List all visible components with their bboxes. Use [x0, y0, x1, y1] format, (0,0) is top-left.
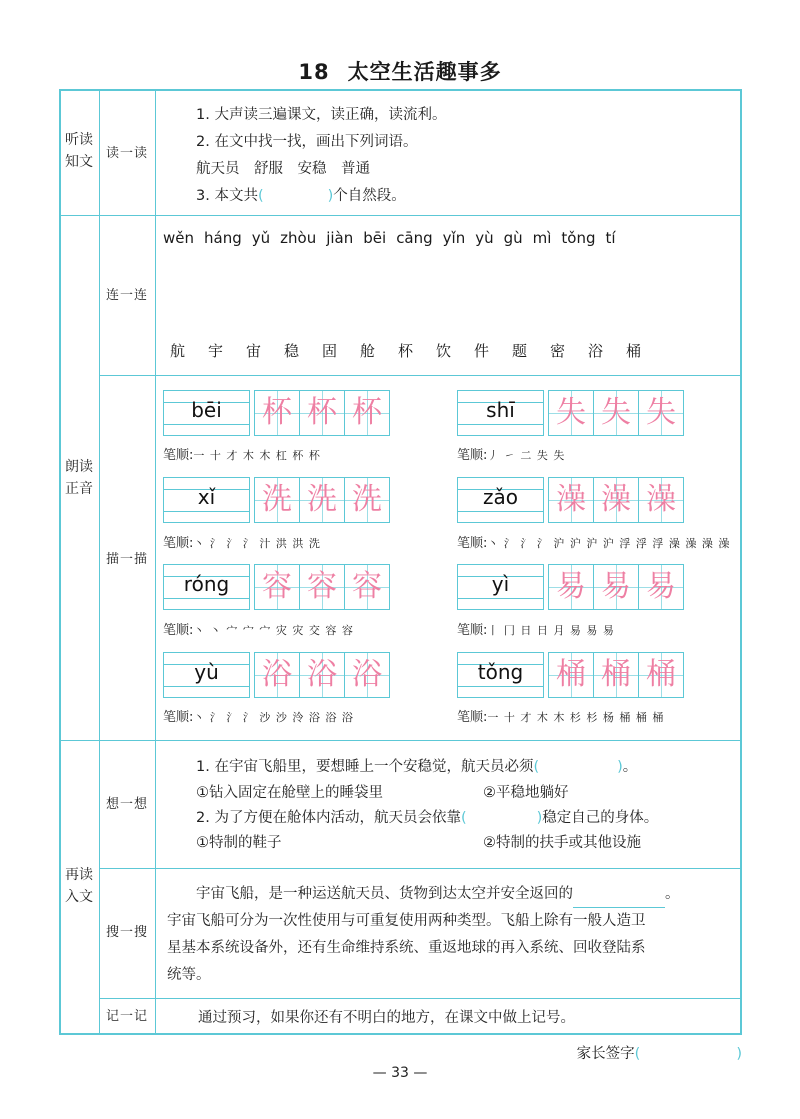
trace-char-box[interactable]: 澡: [638, 477, 684, 523]
pinyin-list: [163, 229, 626, 247]
trace-char-box[interactable]: 易: [548, 564, 594, 610]
search-line-3: 星基本系统设备外，还有生命维持系统、重返地球的再入系统、回收登陆系: [167, 940, 646, 956]
hanzi-item[interactable]: 浴: [588, 342, 604, 360]
section-label-reread: 再读 入文: [65, 867, 93, 905]
search-line-2: 宇宙飞船可分为一次性使用与可重复使用两种类型。飞船上除有一般人造卫: [167, 913, 646, 929]
pinyin-item[interactable]: zhòu: [280, 229, 317, 247]
divider: [59, 740, 742, 741]
sub-label-think: 想一想: [105, 797, 148, 812]
page-title: [0, 56, 800, 86]
pinyin-item[interactable]: gù: [503, 229, 523, 247]
lesson-title: 太空生活趣事多: [347, 60, 502, 84]
pinyin-item[interactable]: háng: [204, 229, 242, 247]
pinyin-item[interactable]: jiàn: [326, 229, 354, 247]
pinyin-box: róng: [163, 564, 250, 610]
stroke-order: 笔顺:丨 冂 日 日 月 易 易 易: [457, 623, 615, 638]
trace-char-box[interactable]: 洗: [254, 477, 300, 523]
trace-char-box[interactable]: 浴: [254, 652, 300, 698]
trace-char-box[interactable]: 浴: [299, 652, 345, 698]
hanzi-item[interactable]: 宙: [246, 342, 262, 360]
think-q2-option-1[interactable]: ①特制的鞋子: [196, 835, 282, 851]
trace-char-box[interactable]: 容: [254, 564, 300, 610]
stroke-order: 笔顺:丶 氵 氵 氵 沙 沙 泠 浴 浴 浴: [163, 710, 354, 725]
divider: [99, 998, 742, 999]
search-line-4: 统等。: [167, 967, 211, 983]
divider: [99, 868, 742, 869]
pinyin-item[interactable]: yǔ: [251, 229, 271, 247]
section-label-read-aloud: 朗读 正音: [65, 459, 93, 497]
divider: [99, 375, 742, 376]
pinyin-item[interactable]: cāng: [396, 229, 433, 247]
read-line-4: 3. 本文共( )个自然段。: [196, 188, 406, 204]
trace-char-box[interactable]: 失: [548, 390, 594, 436]
trace-char-box[interactable]: 杯: [344, 390, 390, 436]
think-q1: 1. 在宇宙飞船里，要想睡上一个安稳觉，航天员必须( )。: [196, 759, 638, 775]
stroke-order: 笔顺:丶 氵 氵 氵 汁 洪 洪 洗: [163, 536, 321, 551]
pinyin-box: bēi: [163, 390, 250, 436]
stroke-order: 笔顺:丶 丶 宀 宀 宀 灾 灾 交 容 容: [163, 623, 354, 638]
page-number: — 33 —: [372, 1065, 428, 1081]
hanzi-item[interactable]: 件: [474, 342, 490, 360]
pinyin-item[interactable]: tí: [605, 229, 616, 247]
note-text: 通过预习，如果你还有不明白的地方，在课文中做上记号。: [198, 1010, 575, 1026]
pinyin-box: shī: [457, 390, 544, 436]
hanzi-item[interactable]: 桶: [626, 342, 642, 360]
hanzi-item[interactable]: 题: [512, 342, 528, 360]
divider: [155, 89, 156, 1035]
pinyin-item[interactable]: yǐn: [442, 229, 466, 247]
stroke-order: 笔顺:丶 氵 氵 氵 沪 沪 沪 沪 浮 浮 浮 澡 澡 澡 澡: [457, 536, 731, 551]
pinyin-box: xǐ: [163, 477, 250, 523]
read-line-2: 2. 在文中找一找，画出下列词语。: [196, 134, 418, 150]
pinyin-box: tǒng: [457, 652, 544, 698]
pinyin-box: zǎo: [457, 477, 544, 523]
parent-signature: 家长签字( ): [576, 1046, 742, 1062]
stroke-order: 笔顺:一 十 才 木 木 杉 杉 杨 桶 桶 桶: [457, 710, 665, 725]
search-answer-blank[interactable]: [573, 891, 665, 908]
pinyin-item[interactable]: yù: [475, 229, 494, 247]
pinyin-box: yì: [457, 564, 544, 610]
pinyin-item[interactable]: wěn: [163, 229, 195, 247]
hanzi-item[interactable]: 舱: [360, 342, 376, 360]
trace-char-box[interactable]: 失: [593, 390, 639, 436]
pinyin-item[interactable]: mì: [532, 229, 552, 247]
trace-char-box[interactable]: 洗: [344, 477, 390, 523]
section-label-listen: 听读 知文: [65, 132, 93, 170]
read-words: 航天员 舒服 安稳 普通: [196, 161, 370, 177]
trace-char-box[interactable]: 桶: [638, 652, 684, 698]
hanzi-item[interactable]: 宇: [208, 342, 224, 360]
sub-label-note: 记一记: [105, 1009, 148, 1024]
hanzi-item[interactable]: 杯: [398, 342, 414, 360]
hanzi-item[interactable]: 稳: [284, 342, 300, 360]
trace-char-box[interactable]: 失: [638, 390, 684, 436]
hanzi-item[interactable]: 航: [170, 342, 186, 360]
sub-label-search: 搜一搜: [105, 925, 148, 940]
trace-char-box[interactable]: 容: [299, 564, 345, 610]
trace-char-box[interactable]: 易: [638, 564, 684, 610]
divider: [59, 215, 742, 216]
lesson-number: 18: [298, 60, 330, 84]
trace-char-box[interactable]: 洗: [299, 477, 345, 523]
trace-char-box[interactable]: 桶: [593, 652, 639, 698]
trace-char-box[interactable]: 易: [593, 564, 639, 610]
hanzi-item[interactable]: 饮: [436, 342, 452, 360]
pinyin-item[interactable]: tǒng: [561, 229, 596, 247]
trace-char-box[interactable]: 澡: [593, 477, 639, 523]
trace-char-box[interactable]: 浴: [344, 652, 390, 698]
think-q1-option-2[interactable]: ②平稳地躺好: [483, 785, 569, 801]
pinyin-item[interactable]: bēi: [363, 229, 387, 247]
search-line-1: 宇宙飞船，是一种运送航天员、货物到达太空并安全返回的 。: [196, 880, 680, 908]
trace-char-box[interactable]: 杯: [299, 390, 345, 436]
hanzi-item[interactable]: 固: [322, 342, 338, 360]
think-q2-option-2[interactable]: ②特制的扶手或其他设施: [483, 835, 641, 851]
think-q1-option-1[interactable]: ①钻入固定在舱壁上的睡袋里: [196, 785, 383, 801]
pinyin-box: yù: [163, 652, 250, 698]
trace-char-box[interactable]: 容: [344, 564, 390, 610]
stroke-order: 笔顺:一 十 才 木 木 杠 杯 杯: [163, 448, 321, 463]
sub-label-connect: 连一连: [105, 288, 148, 303]
stroke-order: 笔顺:丿 ㇀ 二 失 失: [457, 448, 566, 463]
read-line-1: 1. 大声读三遍课文，读正确，读流利。: [196, 107, 447, 123]
hanzi-item[interactable]: 密: [550, 342, 566, 360]
trace-char-box[interactable]: 澡: [548, 477, 594, 523]
sub-label-trace: 描一描: [105, 552, 148, 567]
hanzi-list: [170, 340, 664, 361]
think-q2: 2. 为了方便在舱体内活动，航天员会依靠( )稳定自己的身体。: [196, 810, 659, 826]
sub-label-read: 读一读: [105, 146, 148, 161]
trace-char-box[interactable]: 桶: [548, 652, 594, 698]
trace-char-box[interactable]: 杯: [254, 390, 300, 436]
